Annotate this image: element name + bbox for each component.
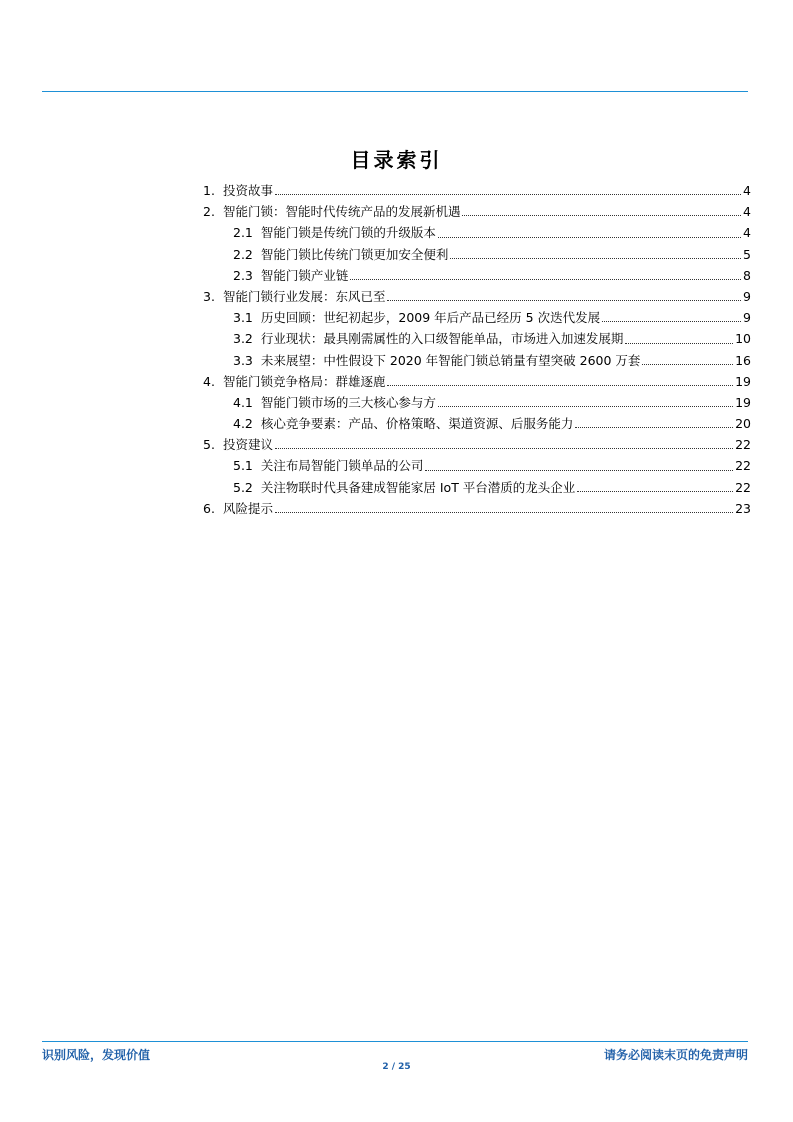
toc-entry[interactable] xyxy=(203,477,751,498)
toc-entry-title: 风险提示 xyxy=(222,500,273,516)
toc-entry-number: 3.2 xyxy=(233,331,253,347)
toc-entry-page: 20 xyxy=(735,416,751,432)
toc-entry-page: 5 xyxy=(743,246,751,262)
toc-leader-dots xyxy=(438,236,741,238)
toc-entry-page: 4 xyxy=(743,183,751,198)
toc-leader-dots xyxy=(275,447,733,449)
toc-entry[interactable] xyxy=(203,350,751,371)
toc-entry[interactable] xyxy=(203,413,751,434)
toc-entry-number: 6. xyxy=(203,500,215,516)
toc-entry-page: 19 xyxy=(735,373,751,389)
toc-entry-number: 5.2 xyxy=(233,479,253,495)
toc-entry[interactable] xyxy=(203,498,751,519)
toc-entry-title: 关注布局智能门锁单品的公司 xyxy=(260,458,424,474)
toc-entry-page: 16 xyxy=(735,352,751,368)
toc-entry[interactable] xyxy=(203,265,751,286)
toc-entry-number: 3.3 xyxy=(233,352,253,368)
toc-entry[interactable] xyxy=(203,434,751,455)
toc-leader-dots xyxy=(450,257,741,259)
toc-entry[interactable] xyxy=(203,392,751,413)
toc-entry-page: 22 xyxy=(735,479,751,495)
header-rule xyxy=(42,91,748,92)
footer-rule xyxy=(42,1041,748,1042)
toc-entry-title: 核心竞争要素：产品、价格策略、渠道资源、后服务能力 xyxy=(260,416,574,432)
toc-leader-dots xyxy=(425,469,733,471)
toc-entry-page: 23 xyxy=(735,500,751,516)
toc-entry-number: 2.2 xyxy=(233,246,253,262)
toc-entry-title: 行业现状：最具刚需属性的入口级智能单品，市场进入加速发展期 xyxy=(260,331,624,347)
toc-leader-dots xyxy=(387,384,733,386)
toc-entry-title: 智能门锁市场的三大核心参与方 xyxy=(260,394,436,410)
toc-entry-number: 1. xyxy=(203,183,215,198)
toc-entry-page: 22 xyxy=(735,458,751,474)
toc-leader-dots xyxy=(387,299,741,301)
table-of-contents xyxy=(203,180,751,519)
toc-entry-title: 投资故事 xyxy=(222,183,273,198)
toc-entry[interactable] xyxy=(203,201,751,222)
toc-entry-page: 10 xyxy=(735,331,751,347)
toc-leader-dots xyxy=(275,193,741,195)
toc-entry-title: 智能门锁是传统门锁的升级版本 xyxy=(260,225,436,241)
toc-entry[interactable] xyxy=(203,328,751,349)
toc-entry[interactable] xyxy=(203,286,751,307)
toc-entry-title: 关注物联时代具备建成智能家居 IoT 平台潜质的龙头企业 xyxy=(260,479,576,495)
toc-entry[interactable] xyxy=(203,222,751,243)
toc-entry-page: 9 xyxy=(743,288,751,304)
toc-leader-dots xyxy=(575,426,733,428)
toc-entry-page: 8 xyxy=(743,267,751,283)
toc-leader-dots xyxy=(462,214,741,216)
toc-entry-title: 智能门锁行业发展：东风已至 xyxy=(222,288,386,304)
toc-entry[interactable] xyxy=(203,180,751,201)
page-title: 目录索引 xyxy=(350,148,443,172)
toc-leader-dots xyxy=(625,342,733,344)
toc-entry-title: 未来展望：中性假设下 2020 年智能门锁总销量有望突破 2600 万套 xyxy=(260,352,641,368)
toc-entry-number: 2.1 xyxy=(233,225,253,241)
toc-leader-dots xyxy=(577,490,733,492)
toc-leader-dots xyxy=(275,511,733,513)
toc-entry-page: 9 xyxy=(743,310,751,326)
toc-entry[interactable] xyxy=(203,371,751,392)
toc-leader-dots xyxy=(438,405,733,407)
toc-entry-page: 19 xyxy=(735,394,751,410)
toc-entry-number: 4.2 xyxy=(233,416,253,432)
toc-leader-dots xyxy=(602,320,741,322)
footer-slogan: 识别风险，发现价值 xyxy=(42,1048,151,1062)
toc-entry-title: 智能门锁竞争格局：群雄逐鹿 xyxy=(222,373,386,389)
toc-entry-title: 智能门锁产业链 xyxy=(260,267,349,283)
page-number: 2 / 25 xyxy=(382,1062,411,1072)
toc-entry-number: 2. xyxy=(203,204,215,220)
toc-entry-page: 4 xyxy=(743,204,751,220)
toc-entry-title: 智能门锁：智能时代传统产品的发展新机遇 xyxy=(222,204,461,220)
toc-entry-number: 4.1 xyxy=(233,394,253,410)
toc-entry[interactable] xyxy=(203,244,751,265)
toc-entry-number: 2.3 xyxy=(233,267,253,283)
toc-entry-number: 3. xyxy=(203,288,215,304)
toc-entry-title: 智能门锁比传统门锁更加安全便利 xyxy=(260,246,449,262)
toc-entry-title: 投资建议 xyxy=(222,437,273,453)
toc-entry[interactable] xyxy=(203,455,751,476)
toc-leader-dots xyxy=(642,363,733,365)
toc-entry[interactable] xyxy=(203,307,751,328)
toc-entry-number: 5. xyxy=(203,437,215,453)
footer-disclaimer-note: 请务必阅读末页的免责声明 xyxy=(603,1048,748,1062)
toc-entry-number: 5.1 xyxy=(233,458,253,474)
toc-entry-number: 4. xyxy=(203,373,215,389)
toc-entry-page: 4 xyxy=(743,225,751,241)
toc-leader-dots xyxy=(350,278,741,280)
toc-entry-page: 22 xyxy=(735,437,751,453)
toc-entry-title: 历史回顾：世纪初起步，2009 年后产品已经历 5 次迭代发展 xyxy=(260,310,601,326)
toc-entry-number: 3.1 xyxy=(233,310,253,326)
